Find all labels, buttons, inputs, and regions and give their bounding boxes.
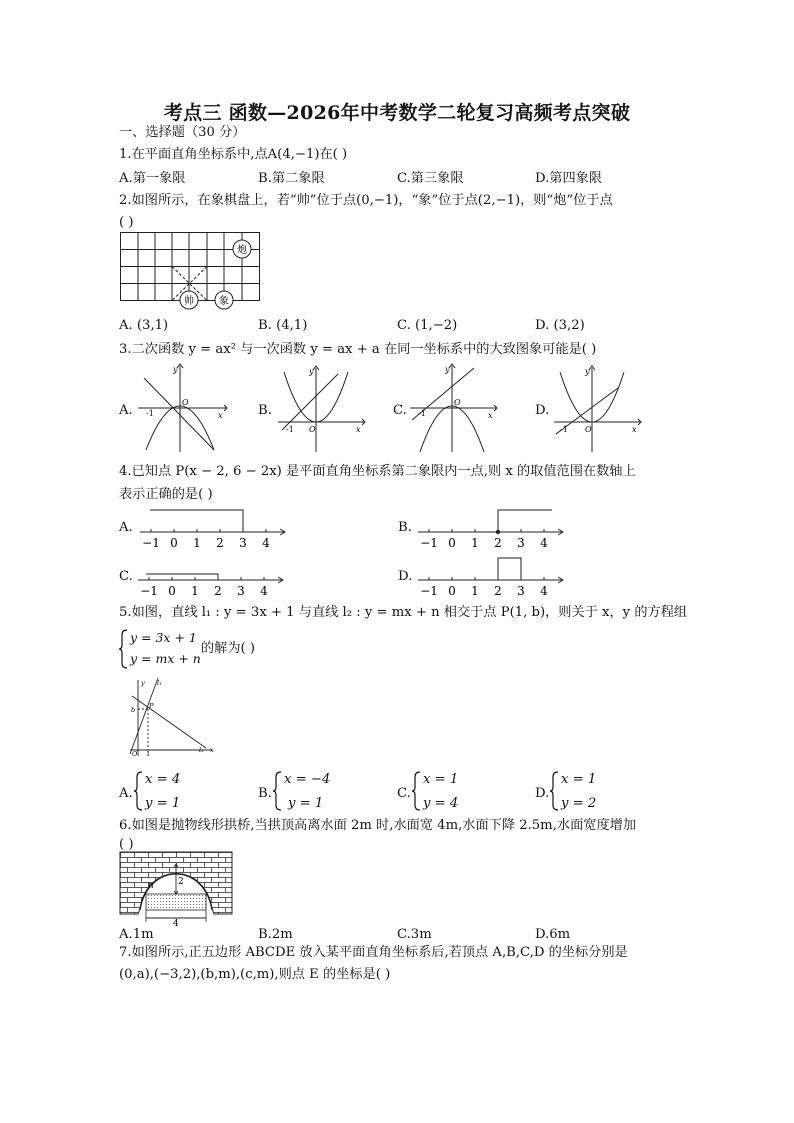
- q4-stem-2: 表示正确的是( ): [119, 487, 213, 502]
- tick-label: 1: [191, 584, 199, 598]
- q5-system-eq1: y = 3x + 1: [130, 630, 197, 645]
- arch-n-label: n: [148, 881, 154, 891]
- q4-numberline-b: [412, 506, 572, 554]
- tick-label: 0: [168, 584, 176, 598]
- q3-graph-a: [136, 364, 228, 454]
- q5-origin: O: [132, 750, 138, 758]
- tick-label: 3: [239, 536, 247, 550]
- q3a-minus-one: -1: [146, 409, 154, 418]
- q6-option-a[interactable]: A.1m: [119, 927, 154, 942]
- q2-stem: 2.如图所示，在象棋盘上，若“帅”位于点(0,−1)，“象”位于点(2,−1)，则“炮”位于点: [119, 193, 613, 208]
- q3d-minus-one: -1: [560, 425, 568, 434]
- tick-label: 3: [517, 536, 525, 550]
- chess-board-figure: [120, 232, 262, 310]
- tick-label: 2: [494, 584, 502, 598]
- q1-option-d[interactable]: D.第四象限: [535, 171, 603, 186]
- q5-p-label: P: [149, 702, 154, 710]
- q3d-y-label: y: [585, 367, 590, 376]
- q3-option-d-label[interactable]: D.: [535, 403, 550, 418]
- q5-b-label: b: [131, 706, 136, 714]
- q3-option-a-label[interactable]: A.: [119, 403, 133, 418]
- q3b-y-label: y: [309, 367, 314, 376]
- q2-option-c[interactable]: C. (1,−2): [397, 318, 458, 333]
- q5-stem: 5.如图，直线 l₁ : y = 3x + 1 与直线 l₂ : y = mx + n 相交于点 P(1, b)，则关于 x，y 的方程组: [119, 605, 688, 620]
- q4-numberline-c: [132, 554, 292, 602]
- tick-label: 3: [237, 584, 245, 598]
- tick-label: 4: [540, 536, 548, 550]
- q1-option-c[interactable]: C.第三象限: [397, 171, 464, 186]
- q3-graph-b: [276, 364, 368, 454]
- q3-stem: 3.二次函数 y = ax² 与一次函数 y = ax + a 在同一坐标系中的大致图象可能是( ): [119, 342, 597, 357]
- q3-option-c-label[interactable]: C.: [393, 403, 407, 418]
- q4-option-a-label[interactable]: A.: [119, 520, 133, 535]
- piece-shuai: 帅: [184, 296, 194, 307]
- q3b-x-label: x: [356, 425, 361, 434]
- q5-lines-graph: [126, 676, 216, 758]
- tick-label: 4: [260, 584, 268, 598]
- tick-label: 2: [216, 536, 224, 550]
- q4-numberline-d: [412, 554, 572, 602]
- solution-range: [498, 558, 521, 580]
- q5-option-d-x: x = 1: [561, 772, 597, 787]
- q5-l2-label: l₂: [199, 746, 204, 754]
- q6-stem-paren: ( ): [119, 837, 134, 852]
- q5-option-a-x: x = 4: [145, 772, 181, 787]
- tick-label: 3: [517, 584, 525, 598]
- page-title: 考点三 函数—2026年中考数学二轮复习高频考点突破: [163, 102, 631, 124]
- q3d-x-label: x: [632, 425, 637, 434]
- q3c-x-label: x: [488, 411, 493, 420]
- q5-option-a-brace: [134, 771, 144, 811]
- q5-system-brace: [119, 629, 129, 669]
- q5-option-a-label[interactable]: A.: [119, 786, 133, 801]
- q5-system-eq2: y = mx + n: [130, 651, 201, 666]
- q3c-y-label: y: [445, 365, 450, 374]
- q6-option-d[interactable]: D.6m: [535, 927, 571, 942]
- q2-option-d[interactable]: D. (3,2): [535, 318, 585, 333]
- q1-stem: 1.在平面直角坐标系中,点A(4,−1)在( ): [119, 147, 348, 162]
- q7-stem: 7.如图所示,正五边形 ABCDE 放入某平面直角坐标系后,若顶点 A,B,C,D 的坐标分别是: [119, 945, 628, 960]
- q6-option-b[interactable]: B.2m: [258, 927, 293, 942]
- q5-x-label: x: [210, 746, 214, 754]
- q5-stem-tail: 的解为( ): [201, 641, 256, 656]
- q5-y-label: y: [141, 679, 145, 687]
- q3a-origin: O: [182, 398, 189, 407]
- q5-option-c-brace: [412, 771, 422, 811]
- q3-option-b-label[interactable]: B.: [258, 403, 272, 418]
- q3c-origin: O: [454, 398, 461, 407]
- tick-label: 4: [540, 584, 548, 598]
- q3-graph-c: [408, 364, 500, 454]
- q5-option-b-y: y = 1: [288, 796, 324, 811]
- tick-label: −1: [140, 584, 158, 598]
- q3d-origin: O: [585, 425, 592, 434]
- q5-option-d-brace: [550, 771, 560, 811]
- section-heading: 一、选择题（30 分）: [119, 125, 246, 140]
- q5-option-c-label[interactable]: C.: [397, 786, 411, 801]
- q5-option-b-label[interactable]: B.: [258, 786, 272, 801]
- q5-option-b-brace: [273, 771, 283, 811]
- tick-label: −1: [420, 584, 438, 598]
- q5-option-a-y: y = 1: [145, 796, 181, 811]
- tick-label: 0: [448, 536, 456, 550]
- solution-range: [146, 574, 218, 580]
- tick-label: 1: [193, 536, 201, 550]
- q6-option-c[interactable]: C.3m: [397, 927, 432, 942]
- tick-label: 0: [170, 536, 178, 550]
- q5-option-d-y: y = 2: [561, 796, 597, 811]
- q3b-minus-one: -1: [286, 425, 294, 434]
- tick-label: 0: [448, 584, 456, 598]
- solution-range: [150, 510, 243, 532]
- solution-range: [498, 510, 552, 532]
- q4-option-b-label[interactable]: B.: [398, 520, 412, 535]
- q5-one-label: 1: [146, 750, 151, 758]
- tick-label: 2: [214, 584, 222, 598]
- tick-label: 2: [494, 536, 502, 550]
- tick-label: 1: [471, 584, 479, 598]
- arch-bridge-figure: [120, 852, 232, 929]
- tick-label: −1: [142, 536, 160, 550]
- q2-option-a[interactable]: A. (3,1): [119, 318, 169, 333]
- solid-endpoint: [496, 530, 500, 534]
- tick-label: 4: [262, 536, 270, 550]
- q3c-minus-one: -1: [418, 409, 426, 418]
- q2-option-b[interactable]: B. (4,1): [258, 318, 308, 333]
- piece-pao: 炮: [237, 245, 247, 256]
- q3-graph-d: [552, 364, 644, 454]
- q5-option-b-x: x = −4: [284, 772, 331, 787]
- q4-stem: 4.已知点 P(x − 2, 6 − 2x) 是平面直角坐标系第二象限内一点,则 x 的取值范围在数轴上: [119, 464, 636, 479]
- q3b-origin: O: [309, 425, 316, 434]
- q5-option-c-y: y = 4: [423, 796, 459, 811]
- q4-option-c-label[interactable]: C.: [119, 569, 133, 584]
- q4-numberline-a: [134, 506, 294, 554]
- q5-l1-label: l₁: [157, 679, 162, 687]
- arch-width-label: 4: [173, 919, 179, 929]
- q5-option-d-label[interactable]: D.: [535, 786, 550, 801]
- tick-label: −1: [420, 536, 438, 550]
- q6-stem: 6.如图是抛物线形拱桥,当拱顶高离水面 2m 时,水面宽 4m,水面下降 2.5m,水面宽度增加: [119, 818, 637, 833]
- q1-option-a[interactable]: A.第一象限: [119, 171, 186, 186]
- q3a-y-label: y: [173, 365, 178, 374]
- q7-stem-2: (0,a),(−3,2),(b,m),(c,m),则点 E 的坐标是( ): [119, 967, 391, 982]
- q4-option-d-label[interactable]: D.: [398, 569, 413, 584]
- q5-option-c-x: x = 1: [423, 772, 459, 787]
- q2-stem-paren: ( ): [119, 215, 134, 230]
- tick-label: 1: [471, 536, 479, 550]
- q1-option-b[interactable]: B.第二象限: [258, 171, 325, 186]
- piece-xiang: 象: [219, 296, 229, 307]
- q3a-x-label: x: [218, 411, 223, 420]
- arch-height-label: 2: [178, 877, 184, 887]
